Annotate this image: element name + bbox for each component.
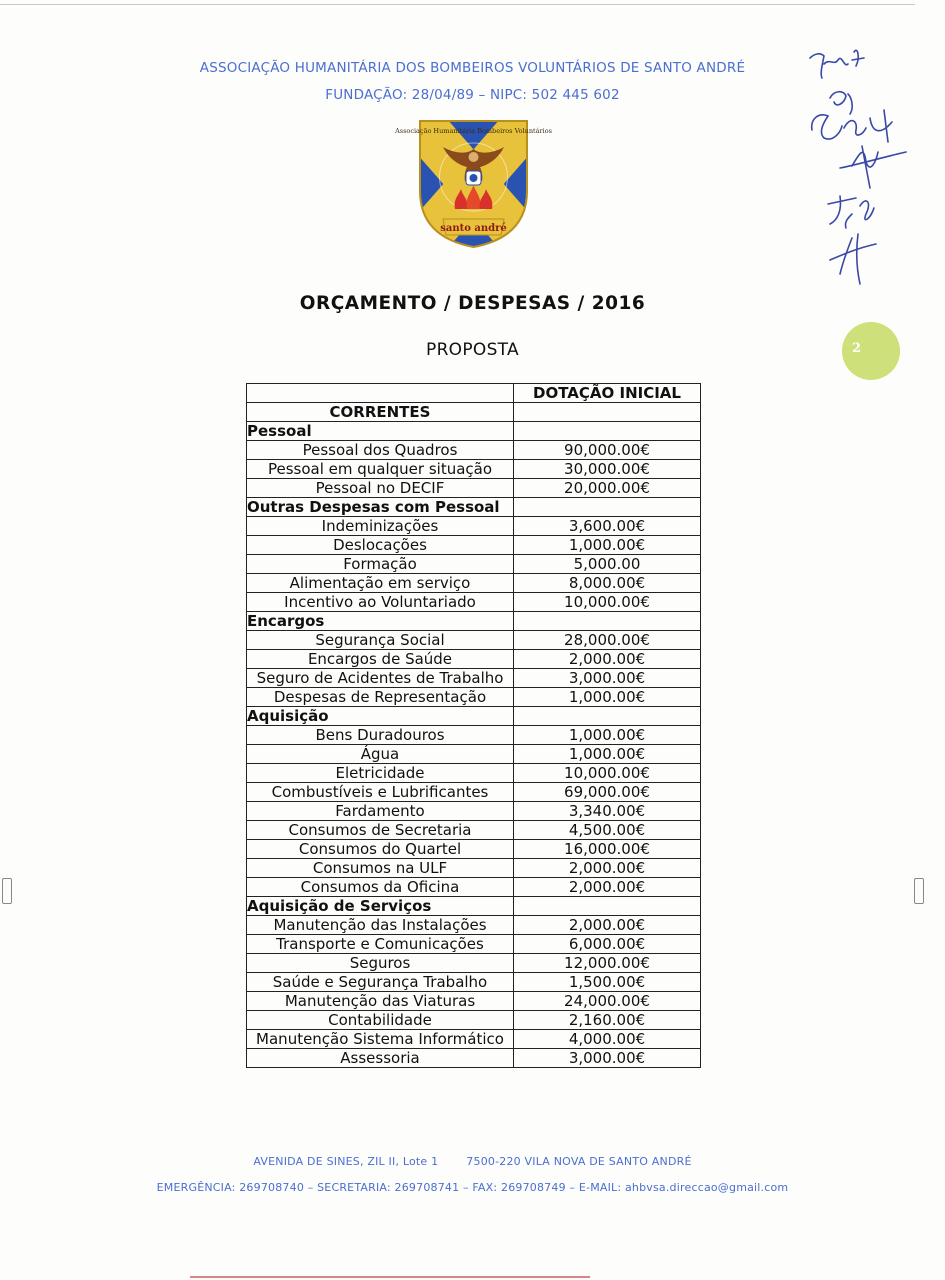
footer-contacts: EMERGÊNCIA: 269708740 – SECRETARIA: 269708741 – FAX: 269708749 – E-MAIL: ahbvsa.direccao@gmail.com [156,1181,789,1194]
expense-value: 1,000.00€ [514,536,701,555]
expense-value: 2,160.00€ [514,1011,701,1030]
expense-label: Manutenção das Viaturas [247,992,514,1011]
table-row [247,1030,701,1049]
document-title: ORÇAMENTO / DESPESAS / 2016 [299,293,646,314]
table-row [247,460,701,479]
expense-label: Saúde e Segurança Trabalho [247,973,514,992]
table-row [247,555,701,574]
expense-label: Fardamento [247,802,514,821]
page-number-badge [842,322,900,380]
section-empty-cell [514,498,701,517]
expense-label: Despesas de Representação [247,688,514,707]
expense-value: 2,000.00€ [514,650,701,669]
expense-label: Pessoal dos Quadros [247,441,514,460]
section-row [247,897,701,916]
table-row [247,1049,701,1068]
expense-value: 10,000.00€ [514,764,701,783]
section-title: Aquisição [247,707,514,726]
crest-arc-text: Associação Humanitária Bombeiros Voluntários [395,127,552,135]
table-row [247,764,701,783]
expense-label: Assessoria [247,1049,514,1068]
binder-hole-mark-right [914,878,924,904]
table-row [247,859,701,878]
expense-value: 24,000.00€ [514,992,701,1011]
group-header: CORRENTES [247,403,514,422]
section-empty-cell [514,897,701,916]
expense-value: 3,000.00€ [514,669,701,688]
expense-label: Indeminizações [247,517,514,536]
section-empty-cell [514,422,701,441]
expense-value: 2,000.00€ [514,859,701,878]
page-number: 2 [852,341,862,356]
section-row [247,422,701,441]
expense-value: 4,000.00€ [514,1030,701,1049]
table-row [247,726,701,745]
footer-address-line [0,1155,945,1168]
section-title: Pessoal [247,422,514,441]
table-row [247,973,701,992]
expense-label: Pessoal em qualquer situação [247,460,514,479]
expense-value: 1,500.00€ [514,973,701,992]
expense-value: 12,000.00€ [514,954,701,973]
group-header-empty-cell [514,403,701,422]
expense-label: Alimentação em serviço [247,574,514,593]
expense-label: Combustíveis e Lubrificantes [247,783,514,802]
table-row [247,479,701,498]
expense-label: Água [247,745,514,764]
table-row [247,802,701,821]
expense-label: Consumos do Quartel [247,840,514,859]
expense-value: 28,000.00€ [514,631,701,650]
table-row [247,821,701,840]
table-row [247,840,701,859]
expense-value: 30,000.00€ [514,460,701,479]
fire-brigade-crest-logo [395,119,552,249]
expense-label: Bens Duradouros [247,726,514,745]
group-header-row [247,403,701,422]
expense-value: 2,000.00€ [514,916,701,935]
foundation-info: FUNDAÇÃO: 28/04/89 – NIPC: 502 445 602 [325,87,620,103]
section-title: Encargos [247,612,514,631]
table-row [247,517,701,536]
expense-label: Consumos da Oficina [247,878,514,897]
table-row [247,669,701,688]
section-empty-cell [514,612,701,631]
column-header: DOTAÇÃO INICIAL [514,384,701,403]
expense-value: 16,000.00€ [514,840,701,859]
table-row [247,916,701,935]
table-row [247,631,701,650]
expense-label: Eletricidade [247,764,514,783]
handwritten-signatures [800,38,912,288]
table-row [247,992,701,1011]
table-row [247,878,701,897]
expense-value: 3,340.00€ [514,802,701,821]
header-empty-cell [247,384,514,403]
table-row [247,574,701,593]
expense-value: 6,000.00€ [514,935,701,954]
footer-address: AVENIDA DE SINES, ZIL II, Lote 1 [253,1155,439,1168]
expense-label: Encargos de Saúde [247,650,514,669]
budget-table [246,383,701,1068]
expense-value: 1,000.00€ [514,688,701,707]
table-row [247,593,701,612]
table-row [247,783,701,802]
expense-label: Formação [247,555,514,574]
expense-value: 10,000.00€ [514,593,701,612]
document-subtitle: PROPOSTA [426,340,519,360]
expense-value: 2,000.00€ [514,878,701,897]
table-row [247,650,701,669]
table-row [247,688,701,707]
expense-label: Seguros [247,954,514,973]
section-title: Outras Despesas com Pessoal [247,498,514,517]
expense-label: Manutenção das Instalações [247,916,514,935]
expense-value: 3,600.00€ [514,517,701,536]
expense-label: Contabilidade [247,1011,514,1030]
footer-city: 7500-220 VILA NOVA DE SANTO ANDRÉ [466,1155,692,1168]
expense-value: 1,000.00€ [514,745,701,764]
table-row [247,441,701,460]
expense-label: Pessoal no DECIF [247,479,514,498]
expense-label: Manutenção Sistema Informático [247,1030,514,1049]
table-row [247,935,701,954]
organization-name: ASSOCIAÇÃO HUMANITÁRIA DOS BOMBEIROS VOLUNTÁRIOS DE SANTO ANDRÉ [199,60,746,76]
expense-value: 20,000.00€ [514,479,701,498]
table-row [247,745,701,764]
section-empty-cell [514,707,701,726]
expense-label: Segurança Social [247,631,514,650]
table-row [247,954,701,973]
expense-value: 1,000.00€ [514,726,701,745]
section-row [247,707,701,726]
section-title: Aquisição de Serviços [247,897,514,916]
expense-value: 5,000.00 [514,555,701,574]
expense-value: 3,000.00€ [514,1049,701,1068]
binder-hole-mark-left [2,878,12,904]
crest-ribbon-text: santo andré [440,223,507,234]
table-row [247,536,701,555]
expense-value: 8,000.00€ [514,574,701,593]
expense-label: Consumos de Secretaria [247,821,514,840]
table-header-row [247,384,701,403]
bottom-page-edge [190,1276,590,1278]
top-page-edge [0,4,915,5]
section-row [247,612,701,631]
expense-value: 4,500.00€ [514,821,701,840]
table-row [247,1011,701,1030]
expense-value: 69,000.00€ [514,783,701,802]
expense-label: Incentivo ao Voluntariado [247,593,514,612]
expense-label: Transporte e Comunicações [247,935,514,954]
expense-label: Deslocações [247,536,514,555]
section-row [247,498,701,517]
expense-value: 90,000.00€ [514,441,701,460]
expense-label: Seguro de Acidentes de Trabalho [247,669,514,688]
expense-label: Consumos na ULF [247,859,514,878]
